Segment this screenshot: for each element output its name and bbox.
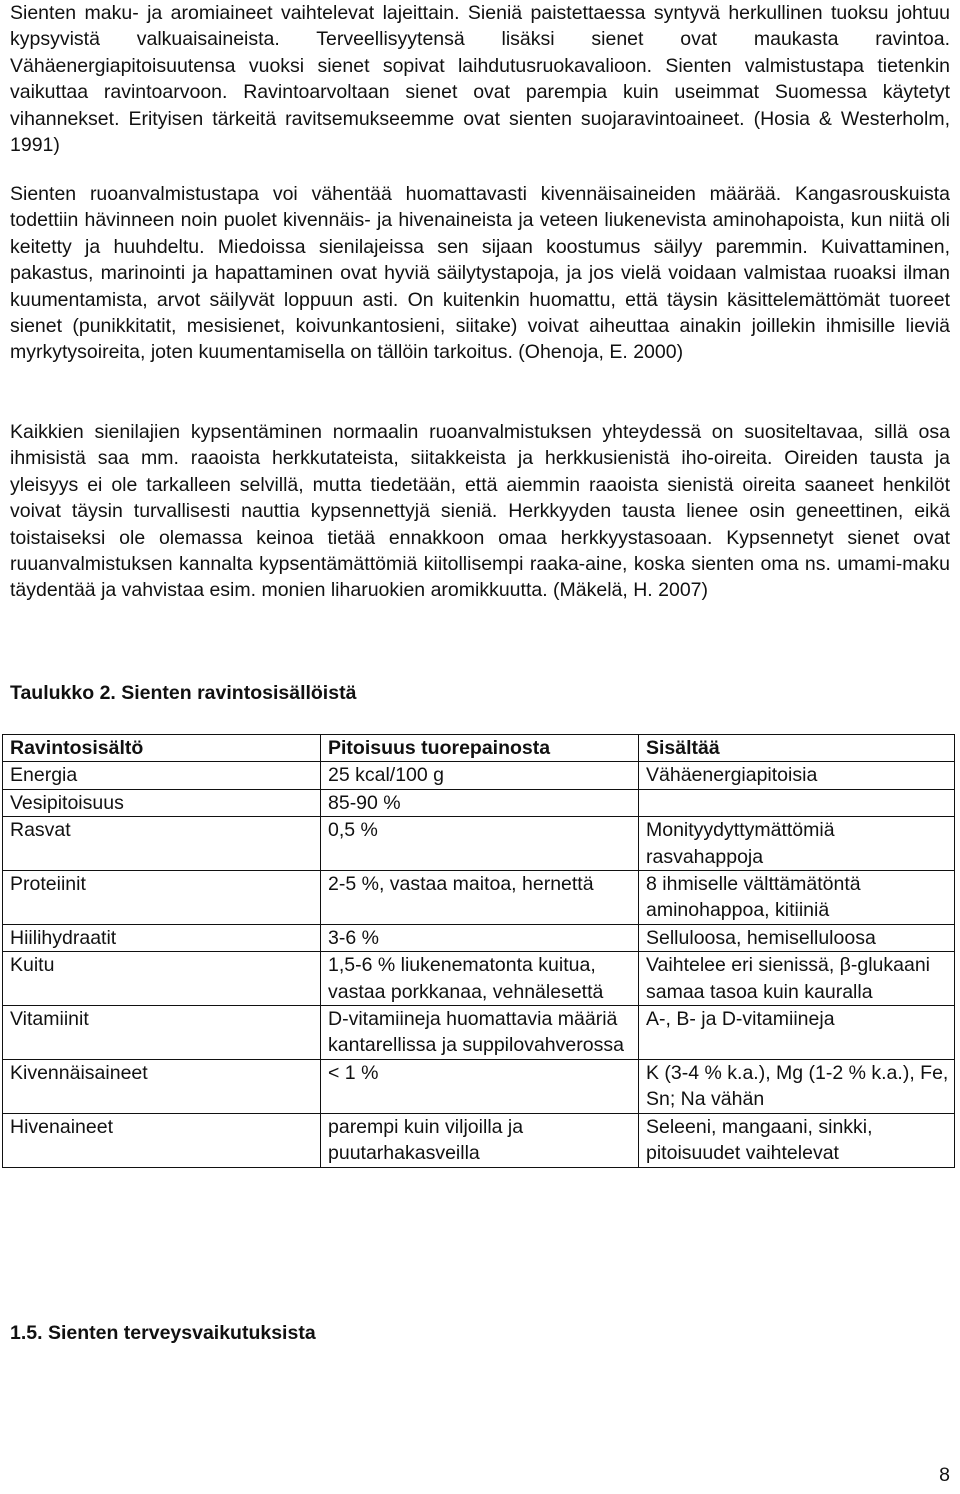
section-heading: 1.5. Sienten terveysvaikutuksista (10, 1322, 316, 1344)
table-row (3, 817, 955, 871)
table-cell: Proteiinit (3, 871, 321, 925)
table-row (3, 924, 955, 951)
table-cell: Kuitu (3, 952, 321, 1006)
table-cell: Hiilihydraatit (3, 924, 321, 951)
table-cell: 8 ihmiselle välttämätöntä aminohappoa, kitiiniä (639, 871, 955, 925)
table-caption: Taulukko 2. Sienten ravintosisällöistä (10, 682, 357, 704)
paragraph-cooking-recommendation: Kaikkien sienilajien kypsentäminen normaalin ruoanvalmistuksen yhteydessä on suositeltavaa, sillä osa ihmisistä saa mm. raaoista herkkutateista, siitakkeista ja herkkusienistä iho-oireita. Oireiden tausta ja yleisyys ei ole tarkalleen selvillä, mutta tiedetään, että aiemmin raaoista sienistä oireita saaneet henkilöt voivat täysin turvallisesti nauttia kypsennettyjä sieniä. Herkkyyden tausta lienee osin geneettinen, eikä toistaiseksi ole olemassa keinoa tietää ennakkoon omaa herkkyystasoaan. Kypsennetyt sienet ovat ruuanvalmistuksen kannalta kypsentämättömiä kiitollisempi raaka-aine, koska sienten oma ns. umami-maku täydentää ja vahvistaa esim. monien liharuokien aromikkuutta. (Mäkelä, H. 2007) (10, 421, 950, 602)
table-cell (639, 789, 955, 816)
table-header-row (3, 735, 955, 762)
table-cell: Vähäenergiapitoisia (639, 762, 955, 789)
table-cell: Energia (3, 762, 321, 789)
table-row (3, 1006, 955, 1060)
table-row (3, 1059, 955, 1113)
table-cell: 2-5 %, vastaa maitoa, hernettä (321, 871, 639, 925)
column-header: Pitoisuus tuorepainosta (321, 735, 639, 762)
nutrition-table (2, 734, 955, 1168)
table-cell: K (3-4 % k.a.), Mg (1-2 % k.a.), Fe, Sn; Na vähän (639, 1059, 955, 1113)
table-row (3, 871, 955, 925)
paragraph-cooking-methods: Sienten ruoanvalmistustapa voi vähentää huomattavasti kivennäisaineiden määrää. Kangasrouskuista todettiin hävinneen noin puolet kivennäis- ja hivenaineista ja veteen liukenevista aminohapoista, kun niitä oli keitetty ja huuhdeltu. Miedoissa sienilajeissa sen sijaan koostumus säilyy paremmin. Kuivattaminen, pakastus, marinointi ja hapattaminen ovat hyviä säilytystapoja, ja jos vielä voidaan valmistaa ruoaksi ilman kuumentamista, arvot säilyvät loppuun asti. On kuitenkin huomattu, että täysin käsittelemättömät tuoreet sienet (punikkitatit, mesisienet, koivunkantosieni, siitake) voivat aiheuttaa ainakin joillekin ihmisille lieviä myrkytysoireita, joten kuumentamisella on tällöin tarkoitus. (Ohenoja, E. 2000) (10, 183, 950, 364)
table-cell: < 1 % (321, 1059, 639, 1113)
table-cell: 25 kcal/100 g (321, 762, 639, 789)
column-header: Sisältää (639, 735, 955, 762)
page-number: 8 (939, 1464, 950, 1486)
table-cell: 85-90 % (321, 789, 639, 816)
table-cell: Vitamiinit (3, 1006, 321, 1060)
table-row (3, 789, 955, 816)
table-cell: Monityydyttymättömiä rasvahappoja (639, 817, 955, 871)
table-cell: 3-6 % (321, 924, 639, 951)
table-cell: Selluloosa, hemiselluloosa (639, 924, 955, 951)
table-cell: Rasvat (3, 817, 321, 871)
table-row (3, 762, 955, 789)
table-row (3, 952, 955, 1006)
table-cell: A-, B- ja D-vitamiineja (639, 1006, 955, 1060)
table-cell: Vesipitoisuus (3, 789, 321, 816)
table-cell: Vaihtelee eri sienissä, β-glukaani samaa tasoa kuin kauralla (639, 952, 955, 1006)
table-cell: Kivennäisaineet (3, 1059, 321, 1113)
column-header: Ravintosisältö (3, 735, 321, 762)
table-cell: 1,5-6 % liukenematonta kuitua, vastaa porkkanaa, vehnälesettä (321, 952, 639, 1006)
table-row (3, 1113, 955, 1167)
table-cell: 0,5 % (321, 817, 639, 871)
paragraph-mushroom-flavor: Sienten maku- ja aromiaineet vaihtelevat lajeittain. Sieniä paistettaessa syntyvä herkullinen tuoksu johtuu kypsyvistä valkuaisaineista. Terveellisyytensä lisäksi sienet ovat maukasta ravintoa. Vähäenergiapitoisuutensa vuoksi sienet sopivat laihdutusruokavalioon. Sienten valmistustapa tietenkin vaikuttaa ravintoarvoon. Ravintoarvoltaan sienet ovat parempia kuin useimmat Suomessa käytetyt vihannekset. Erityisen tärkeitä ravitsemukseemme ovat sienten suojaravintoaineet. (Hosia & Westerholm, 1991) (10, 2, 950, 157)
table-cell: Hivenaineet (3, 1113, 321, 1167)
table-cell: Seleeni, mangaani, sinkki, pitoisuudet vaihtelevat (639, 1113, 955, 1167)
table-cell: parempi kuin viljoilla ja puutarhakasveilla (321, 1113, 639, 1167)
table-cell: D-vitamiineja huomattavia määriä kantarellissa ja suppilovahverossa (321, 1006, 639, 1060)
